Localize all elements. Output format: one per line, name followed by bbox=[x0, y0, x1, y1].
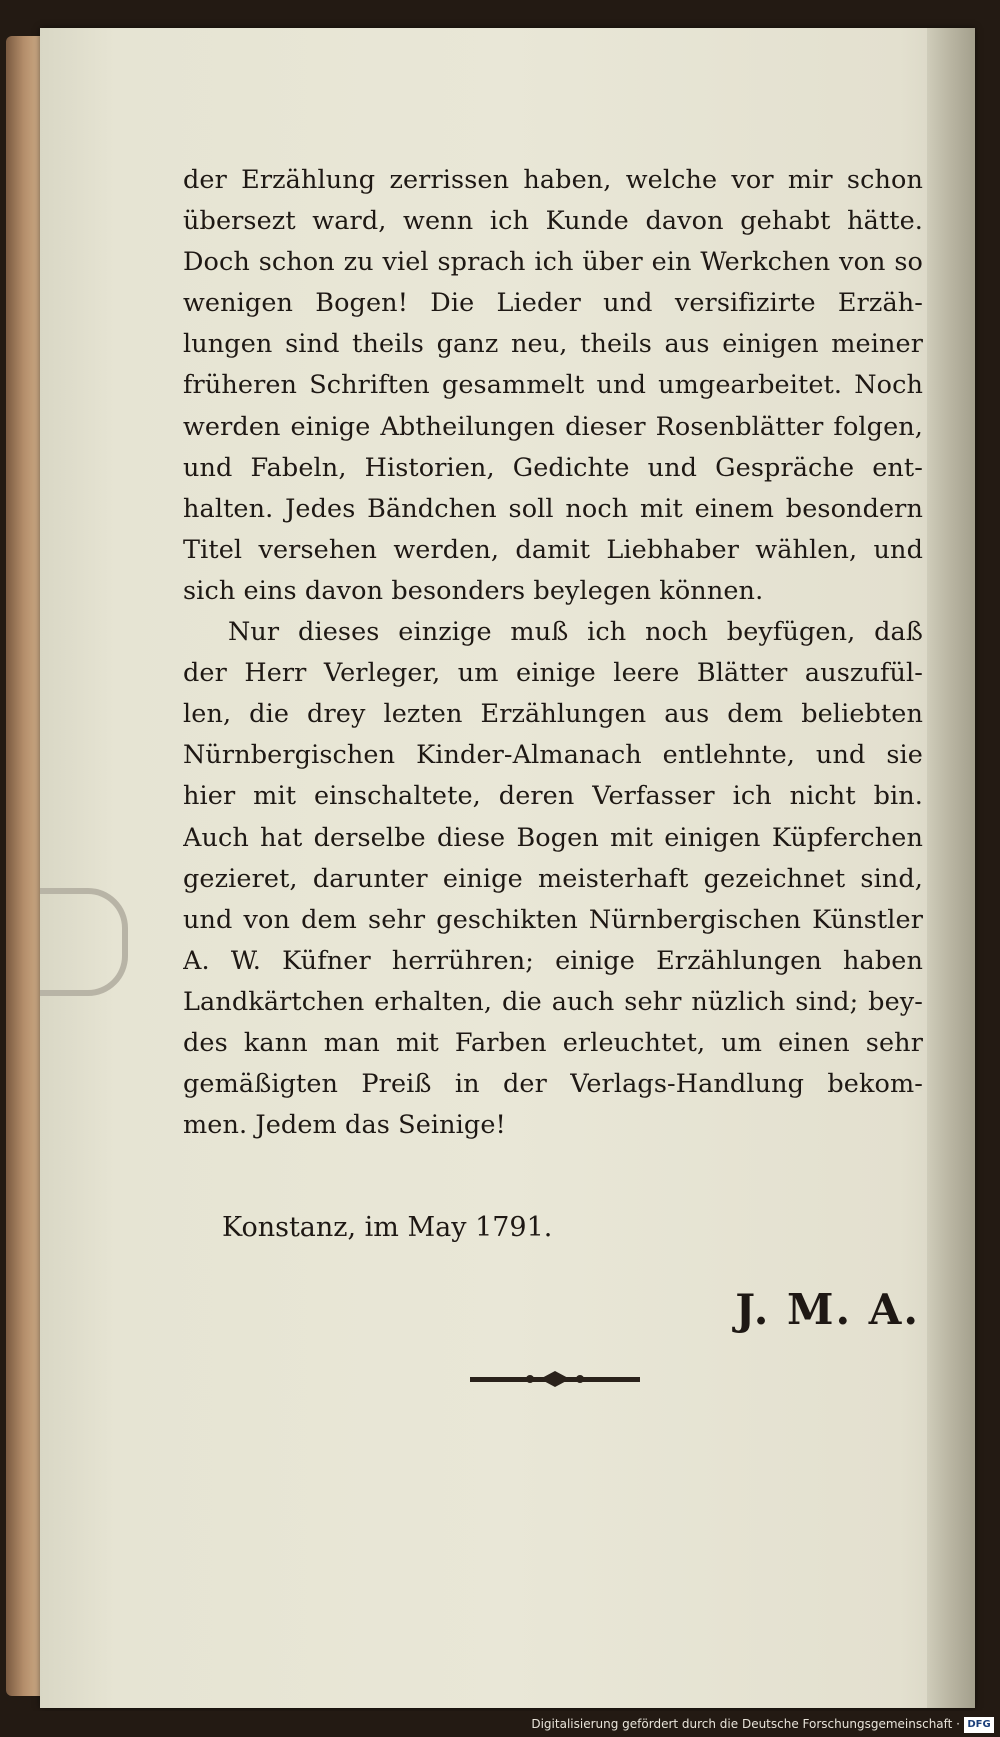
footer-bar bbox=[0, 1711, 1000, 1737]
author-initials: J. M. A. bbox=[735, 1285, 920, 1334]
text-line: wenigen Bogen! Die Lieder und versifizirte Erzäh- bbox=[183, 288, 923, 319]
text-line: werden einige Abtheilungen dieser Rosenblätter folgen, bbox=[183, 411, 923, 442]
text-line: und Fabeln, Historien, Gedichte und Gespräche ent- bbox=[183, 452, 923, 483]
text-line: sich eins davon besonders beylegen können. bbox=[183, 575, 764, 606]
text-line: übersezt ward, wenn ich Kunde davon gehabt hätte. bbox=[183, 206, 923, 237]
text-line: lungen sind theils ganz neu, theils aus einigen meiner bbox=[183, 329, 923, 360]
text-line: Titel versehen werden, damit Liebhaber wählen, und bbox=[183, 534, 923, 565]
body-text bbox=[183, 160, 923, 1146]
text-line: gemäßigten Preiß in der Verlags-Handlung bekom- bbox=[183, 1069, 923, 1100]
text-line: und von dem sehr geschikten Nürnbergischen Künstler bbox=[183, 904, 923, 935]
text-line: A. W. Küfner herrühren; einige Erzählungen haben bbox=[183, 945, 923, 976]
text-line: len, die drey lezten Erzählungen aus dem beliebten bbox=[183, 699, 923, 730]
text-line: men. Jedem das Seinige! bbox=[183, 1110, 506, 1141]
text-line: hier mit einschaltete, deren Verfasser ich nicht bin. bbox=[183, 781, 923, 812]
text-line: Doch schon zu viel sprach ich über ein Werkchen von so bbox=[183, 247, 923, 278]
text-line: halten. Jedes Bändchen soll noch mit einem besondern bbox=[183, 493, 923, 524]
text-line: der Herr Verleger, um einige leere Blätter auszufül- bbox=[183, 658, 923, 689]
dfg-logo: DFG bbox=[964, 1717, 994, 1733]
text-line: Auch hat derselbe diese Bogen mit einigen Küpferchen bbox=[183, 822, 923, 853]
page-spine-shadow bbox=[927, 28, 975, 1708]
text-line: des kann man mit Farben erleuchtet, um einen sehr bbox=[183, 1027, 923, 1058]
paper-clip bbox=[40, 888, 128, 996]
text-line: früheren Schriften gesammelt und umgearbeitet. Noch bbox=[183, 370, 923, 401]
text-line: Landkärtchen erhalten, die auch sehr nüzlich sind; bey- bbox=[183, 986, 923, 1017]
text-line: der Erzählung zerrissen haben, welche vor mir schon bbox=[183, 165, 923, 195]
text-line: Nur dieses einzige muß ich noch beyfügen, daß bbox=[228, 617, 923, 648]
text-line: Nürnbergischen Kinder-Almanach entlehnte, und sie bbox=[183, 740, 923, 771]
signoff-place-date: Konstanz, im May 1791. bbox=[222, 1212, 553, 1243]
ornament-divider bbox=[470, 1370, 640, 1388]
text-line: gezieret, darunter einige meisterhaft gezeichnet sind, bbox=[183, 863, 923, 894]
funding-credit: Digitalisierung gefördert durch die Deutsche Forschungsgemeinschaft · bbox=[531, 1717, 960, 1731]
